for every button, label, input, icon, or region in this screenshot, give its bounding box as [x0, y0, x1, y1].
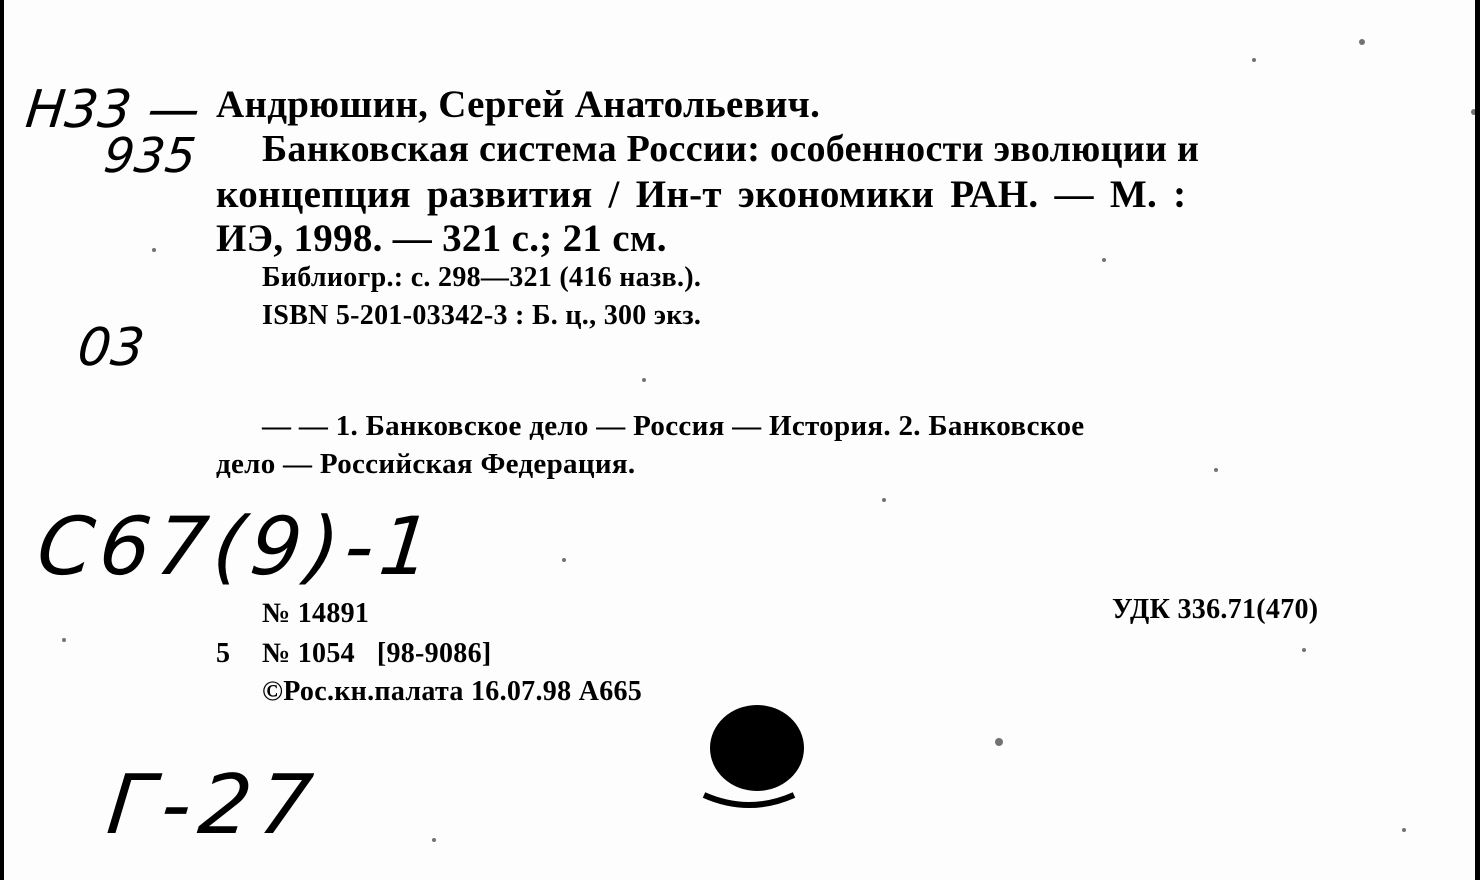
- subjects-line-2: дело — Российская Федерация.: [216, 448, 636, 480]
- subjects-line-1: — — 1. Банковское дело — Россия — История. 2. Банковское: [262, 410, 1085, 442]
- udk-code: УДК 336.71(470): [1112, 594, 1319, 625]
- bibliography-line: Библиогр.: с. 298—321 (416 назв.).: [262, 262, 702, 293]
- isbn-line: ISBN 5-201-03342-3 : Б. ц., 300 экз.: [262, 300, 702, 331]
- handwritten-shelf-mark-top: Н33 —: [22, 80, 203, 140]
- copyright-line: ©Рос.кн.палата 16.07.98 А665: [262, 676, 643, 707]
- sub-number-prefix: 5: [216, 638, 231, 669]
- sub-number: № 1054 [98-9086]: [262, 638, 492, 669]
- handwritten-class-code: С67(9)-1: [33, 500, 442, 593]
- title-line-2: концепция развития / Ин-т экономики РАН. — М. :: [216, 173, 1187, 216]
- record-number: № 14891: [262, 598, 370, 629]
- punch-hole-arc: [704, 795, 794, 805]
- handwritten-author-mark: Г-27: [103, 758, 325, 853]
- handwritten-shelf-mark-bottom: 935: [101, 128, 199, 184]
- card-marks: [4, 0, 1480, 880]
- title-line-1: Банковская система России: особенности эволюции и: [262, 128, 1200, 170]
- punch-hole: [710, 705, 804, 791]
- handwritten-note-03: 03: [74, 318, 148, 378]
- title-line-3: ИЭ, 1998. — 321 с.; 21 см.: [216, 217, 667, 260]
- author-line: Андрюшин, Сергей Анатольевич.: [216, 83, 821, 126]
